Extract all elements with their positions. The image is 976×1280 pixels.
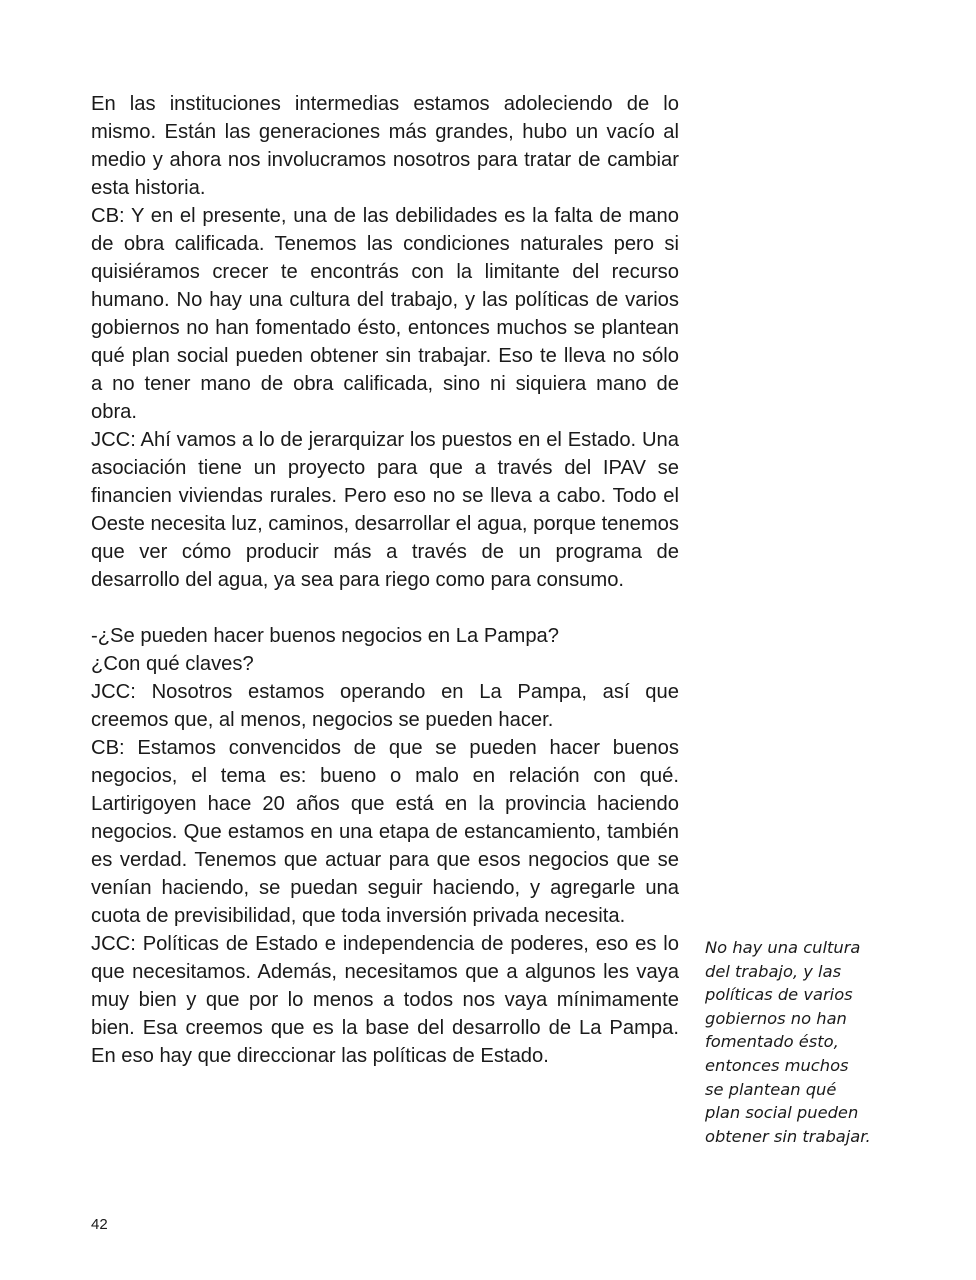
pull-quote-line: No hay una cultura	[705, 938, 861, 957]
paragraph: CB: Estamos convencidos de que se pueden hacer buenos negocios, el tema es: bueno o malo en relación con qué. Lartirigoyen hace 20 años que está en la provincia haciendo negocios. Que estamos en una etapa de estancamiento, también es verdad. Tenemos que actuar para que esos negocios que se venían haciendo, se puedan seguir haciendo, y agregarle una cuota de previsibilidad, que toda inversión privada necesita.	[91, 737, 679, 927]
pull-quote-line: gobiernos no han	[705, 1008, 847, 1028]
pull-quote-line: políticas de varios	[705, 985, 853, 1005]
pull-quote-line: obtener sin trabajar.	[705, 1126, 871, 1146]
pull-quote-line: entonces muchos	[705, 1055, 849, 1075]
interview-question: ¿Con qué claves?	[91, 653, 254, 675]
paragraph: JCC: Ahí vamos a lo de jerarquizar los puestos en el Estado. Una asociación tiene un proyecto para que a través del IPAV se financien viviendas rurales. Pero eso no se lleva a cabo. Todo el Oeste necesita luz, caminos, desarrollar el agua, porque tenemos que ver cómo producir más a través de un programa de desarrollo del agua, ya sea para riego como para consumo.	[91, 429, 680, 591]
pull-quote	[705, 936, 895, 1148]
interview-question: -¿Se pueden hacer buenos negocios en La Pampa?	[91, 625, 560, 647]
paragraph: En las instituciones intermedias estamos adoleciendo de lo mismo. Están las generaciones más grandes, hubo un vacío al medio y ahora nos involucramos nosotros para tratar de cambiar esta historia.	[91, 93, 679, 199]
paragraph: JCC: Nosotros estamos operando en La Pampa, así que creemos que, al menos, negocios se pueden hacer.	[91, 681, 679, 731]
paragraph-gap	[91, 594, 679, 622]
pull-quote-line: fomentado ésto,	[705, 1032, 839, 1052]
paragraph: CB: Y en el presente, una de las debilidades es la falta de mano de obra calificada. Tenemos las condiciones naturales pero si quisiéramos crecer te encontrás con la limitante del recurso humano. No hay una cultura del trabajo, y las políticas de varios gobiernos no han fomentado ésto, entonces muchos se plantean qué plan social pueden obtener sin trabajar. Eso te lleva no sólo a no tener mano de obra calificada, sino ni siquiera mano de obra.	[91, 205, 679, 423]
page-number: 42	[91, 1216, 108, 1233]
article-body	[91, 90, 679, 1070]
pull-quote-line: del trabajo, y las	[705, 961, 842, 981]
pull-quote-line: se plantean qué	[705, 1079, 837, 1099]
pull-quote-line: plan social pueden	[705, 1103, 859, 1123]
paragraph: JCC: Políticas de Estado e independencia de poderes, eso es lo que necesitamos. Además, necesitamos que a algunos les vaya muy bien y que por lo menos a todos nos vaya mínimamente bien. Esa creemos que es la base del desarrollo de La Pampa. En eso hay que direccionar las políticas de Estado.	[91, 933, 679, 1067]
